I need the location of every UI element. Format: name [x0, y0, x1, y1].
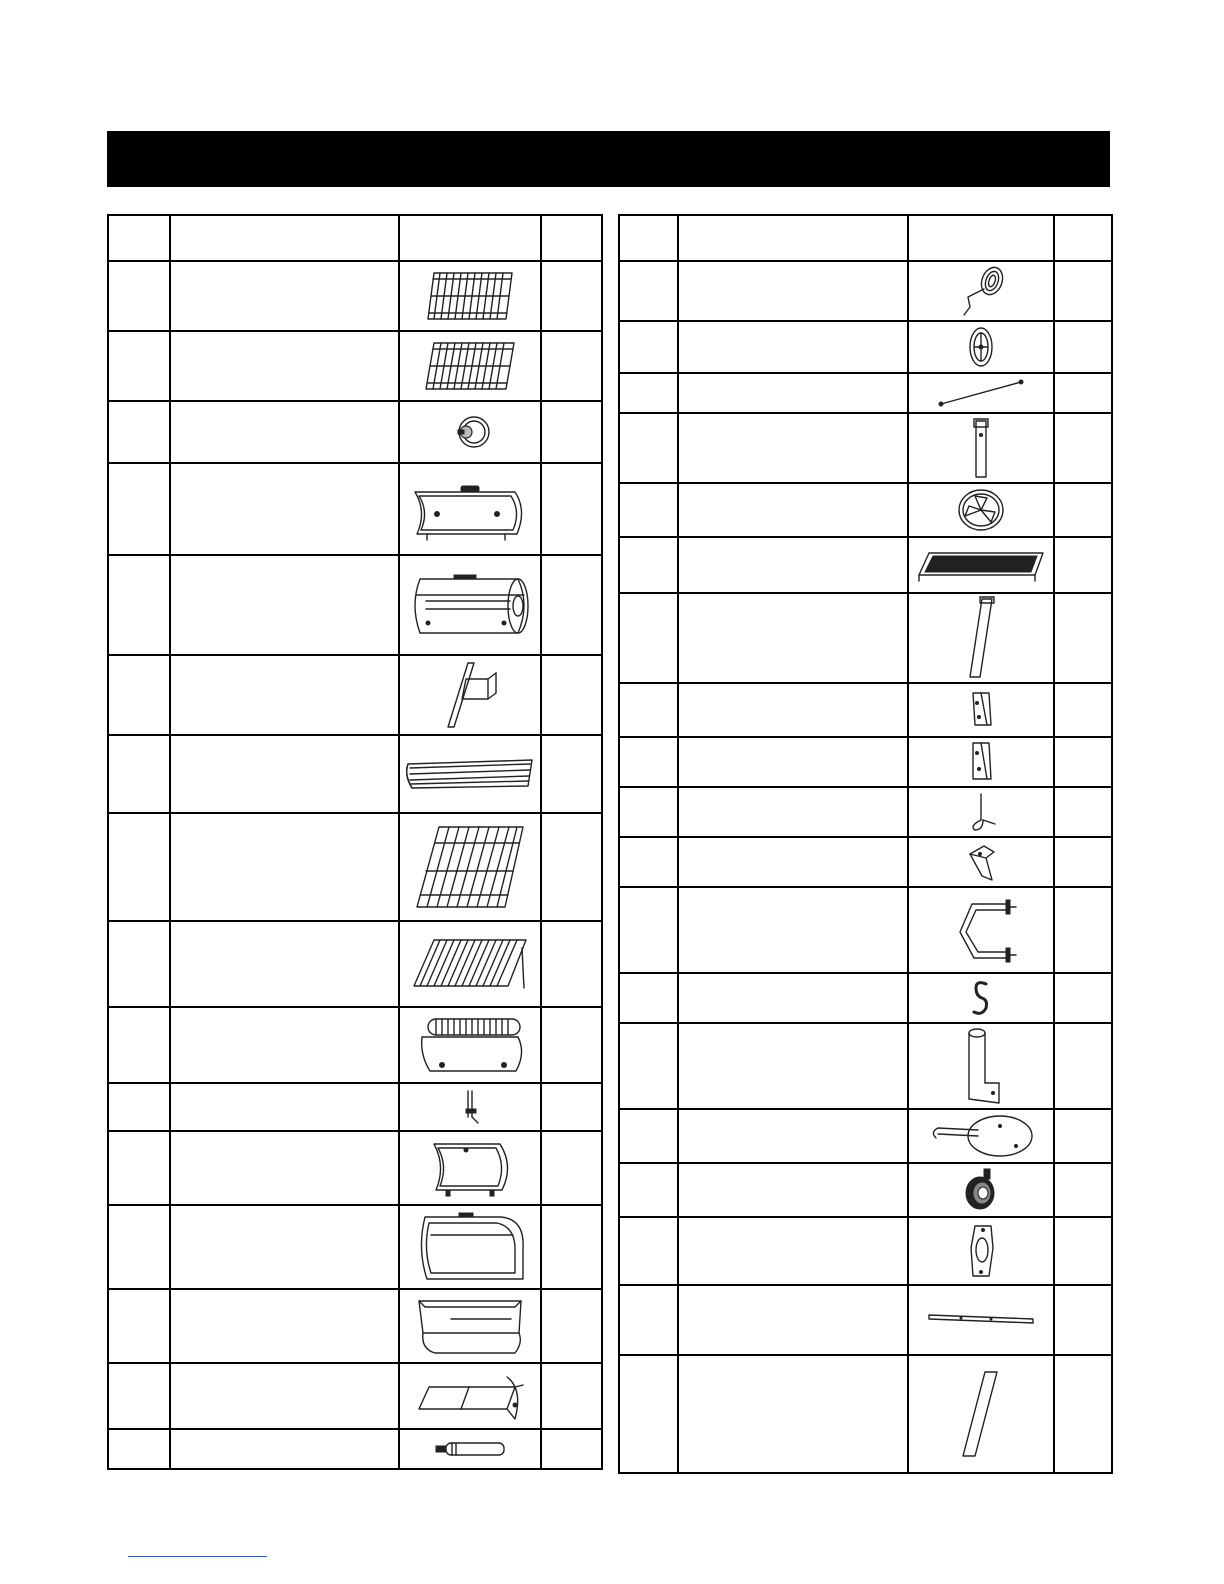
part-quantity [1054, 887, 1112, 973]
part-number [619, 1023, 678, 1109]
part-description [170, 1131, 399, 1205]
part-number [619, 683, 678, 737]
part-description [170, 1289, 399, 1363]
part-quantity [1054, 593, 1112, 683]
grate-icon [399, 261, 541, 331]
part-number [108, 655, 170, 735]
part-description [678, 1355, 908, 1473]
part-quantity [1054, 261, 1112, 321]
part-description [678, 737, 908, 787]
part-description [678, 887, 908, 973]
part-quantity [541, 655, 602, 735]
table-row [619, 973, 1112, 1023]
part-quantity [1054, 537, 1112, 593]
part-description [678, 1109, 908, 1163]
table-row [619, 683, 1112, 737]
part-description [170, 555, 399, 655]
part-description [678, 1217, 908, 1285]
part-quantity [1054, 1023, 1112, 1109]
table-row [619, 373, 1112, 413]
part-description [170, 655, 399, 735]
heat-plate-icon [908, 1355, 1054, 1473]
table-row [108, 1363, 602, 1429]
table-row [108, 813, 602, 921]
thermometer-housing-icon [908, 1163, 1054, 1217]
table-row [619, 593, 1112, 683]
table-row [619, 1109, 1112, 1163]
part-quantity [1054, 1217, 1112, 1285]
part-number [108, 1083, 170, 1131]
part-description [170, 401, 399, 463]
part-number [108, 1007, 170, 1083]
table-row [108, 1083, 602, 1131]
part-number [108, 921, 170, 1007]
part-description [678, 837, 908, 887]
long-leg-icon [908, 593, 1054, 683]
part-number [619, 321, 678, 373]
part-quantity [541, 331, 602, 401]
part-number [619, 1163, 678, 1217]
table-row [619, 1355, 1112, 1473]
damper-cap-icon [908, 1109, 1054, 1163]
part-description [678, 1163, 908, 1217]
part-quantity [1054, 373, 1112, 413]
part-number [108, 735, 170, 813]
table-row [619, 737, 1112, 787]
part-number [619, 787, 678, 837]
part-quantity [1054, 321, 1112, 373]
header-description [678, 215, 908, 261]
part-description [170, 735, 399, 813]
part-description [170, 261, 399, 331]
section-title-banner [107, 131, 1110, 187]
axle-icon [908, 373, 1054, 413]
part-description [678, 973, 908, 1023]
part-description [170, 1083, 399, 1131]
part-quantity [541, 555, 602, 655]
shelf-icon [908, 537, 1054, 593]
part-quantity [541, 1131, 602, 1205]
header-no [108, 215, 170, 261]
table-row [108, 331, 602, 401]
support-bar-icon [908, 1285, 1054, 1355]
header-qty [1054, 215, 1112, 261]
part-quantity [1054, 483, 1112, 537]
part-number [619, 1217, 678, 1285]
damper-icon [908, 483, 1054, 537]
part-number [108, 261, 170, 331]
part-quantity [541, 1205, 602, 1289]
part-description [170, 1205, 399, 1289]
handle-grip-icon [399, 1429, 541, 1469]
part-number [108, 1289, 170, 1363]
table-header-row [619, 215, 1112, 261]
lid-handle-icon [399, 1007, 541, 1083]
table-row [108, 555, 602, 655]
part-number [108, 331, 170, 401]
part-number [619, 1355, 678, 1473]
part-number [108, 555, 170, 655]
part-quantity [541, 1429, 602, 1469]
part-quantity [541, 1289, 602, 1363]
part-description [678, 261, 908, 321]
part-quantity [541, 921, 602, 1007]
table-row [619, 483, 1112, 537]
table-row [619, 1023, 1112, 1109]
part-description [678, 321, 908, 373]
part-description [678, 787, 908, 837]
hinge-icon [399, 1083, 541, 1131]
part-number [619, 373, 678, 413]
table-row [619, 1163, 1112, 1217]
header-description [170, 215, 399, 261]
table-row [108, 1289, 602, 1363]
barrel-body-icon [399, 555, 541, 655]
table-row [619, 413, 1112, 483]
part-number [619, 261, 678, 321]
table-row [108, 401, 602, 463]
part-number [619, 413, 678, 483]
part-description [678, 537, 908, 593]
part-description [170, 1363, 399, 1429]
part-number [619, 537, 678, 593]
part-description [678, 413, 908, 483]
part-quantity [541, 463, 602, 555]
part-number [619, 483, 678, 537]
part-description [678, 1023, 908, 1109]
part-number [619, 593, 678, 683]
table-row [619, 261, 1112, 321]
gasket-icon [908, 1217, 1054, 1285]
table-row [108, 1429, 602, 1469]
header-no [619, 215, 678, 261]
part-number [619, 737, 678, 787]
part-number [108, 1131, 170, 1205]
footer-link-underline [128, 1556, 267, 1557]
part-description [170, 1429, 399, 1469]
part-description [170, 331, 399, 401]
part-number [108, 1429, 170, 1469]
leg-bracket-icon [908, 737, 1054, 787]
part-quantity [1054, 1163, 1112, 1217]
table-row [619, 887, 1112, 973]
grate-icon [399, 331, 541, 401]
table-row [108, 1131, 602, 1205]
wheel-icon [908, 321, 1054, 373]
thermometer-icon [399, 401, 541, 463]
table-row [108, 655, 602, 735]
part-quantity [541, 1363, 602, 1429]
parts-table-right [618, 214, 1113, 1474]
firebox-body-icon [399, 1205, 541, 1289]
table-row [108, 735, 602, 813]
ash-pan-icon [399, 1363, 541, 1429]
leg-bracket-icon [908, 683, 1054, 737]
side-handle-icon [908, 887, 1054, 973]
part-quantity [541, 1007, 602, 1083]
part-number [619, 1285, 678, 1355]
table-row [619, 1217, 1112, 1285]
clip-icon [908, 837, 1054, 887]
table-row [619, 787, 1112, 837]
header-image [399, 215, 541, 261]
table-row [108, 463, 602, 555]
lid-panel-icon [399, 463, 541, 555]
table-row [108, 1007, 602, 1083]
s-hook-icon [908, 973, 1054, 1023]
part-quantity [1054, 1109, 1112, 1163]
part-number [619, 973, 678, 1023]
part-number [619, 887, 678, 973]
part-quantity [1054, 1285, 1112, 1355]
table-row [108, 921, 602, 1007]
warming-rack-icon [399, 735, 541, 813]
parts-table-left [107, 214, 603, 1470]
smokestack-icon [908, 1023, 1054, 1109]
part-quantity [541, 1083, 602, 1131]
header-image [908, 215, 1054, 261]
part-number [619, 1109, 678, 1163]
table-row [619, 321, 1112, 373]
part-quantity [1054, 837, 1112, 887]
part-quantity [1054, 413, 1112, 483]
part-description [170, 463, 399, 555]
part-quantity [541, 813, 602, 921]
table-row [619, 837, 1112, 887]
part-quantity [541, 261, 602, 331]
part-description [678, 1285, 908, 1355]
part-number [108, 1363, 170, 1429]
part-description [678, 483, 908, 537]
header-qty [541, 215, 602, 261]
table-row [108, 1205, 602, 1289]
part-quantity [1054, 683, 1112, 737]
part-quantity [1054, 1355, 1112, 1473]
firebox-lid-icon [399, 1131, 541, 1205]
part-number [108, 401, 170, 463]
part-quantity [1054, 787, 1112, 837]
part-number [108, 1205, 170, 1289]
table-header-row [108, 215, 602, 261]
part-quantity [1054, 973, 1112, 1023]
part-description [678, 593, 908, 683]
part-number [108, 463, 170, 555]
part-quantity [541, 401, 602, 463]
spring-handle-icon [908, 261, 1054, 321]
part-quantity [541, 735, 602, 813]
wire-grate-icon [399, 813, 541, 921]
table-row [619, 537, 1112, 593]
firebox-bottom-icon [399, 1289, 541, 1363]
part-description [170, 1007, 399, 1083]
table-row [108, 261, 602, 331]
grid-grate-icon [399, 921, 541, 1007]
part-number [108, 813, 170, 921]
leg-icon [908, 413, 1054, 483]
bracket-icon [399, 655, 541, 735]
table-row [619, 1285, 1112, 1355]
part-description [170, 813, 399, 921]
part-number [619, 837, 678, 887]
part-description [678, 683, 908, 737]
part-description [170, 921, 399, 1007]
part-quantity [1054, 737, 1112, 787]
hook-icon [908, 787, 1054, 837]
part-description [678, 373, 908, 413]
